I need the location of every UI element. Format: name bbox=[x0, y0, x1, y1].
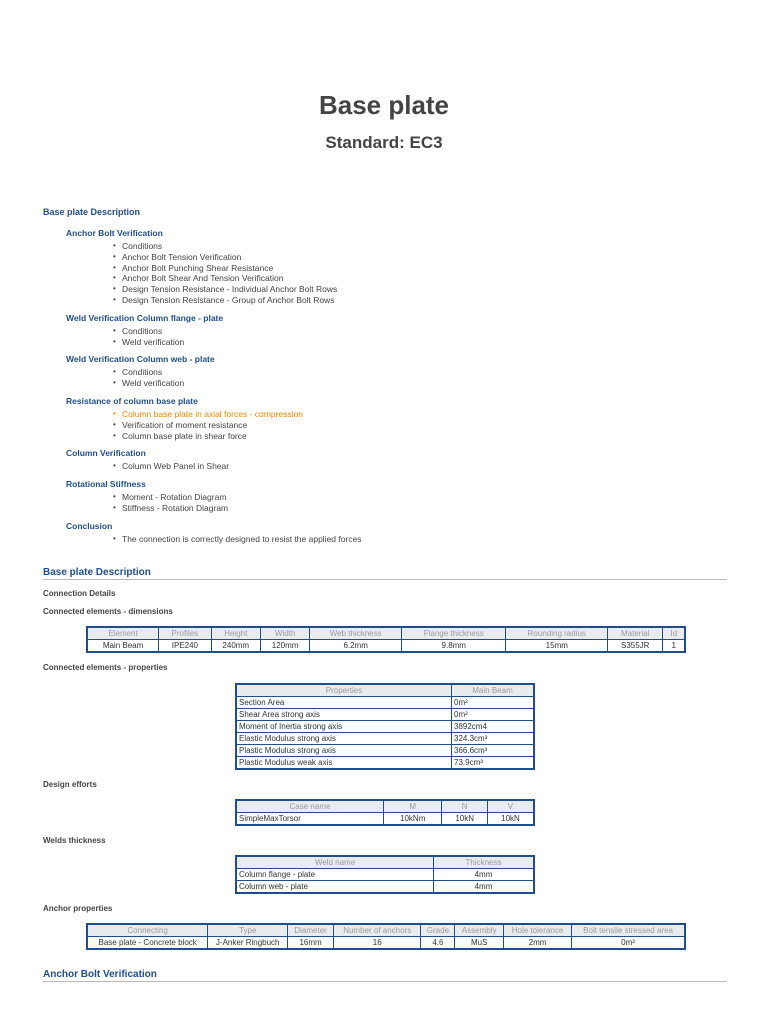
table-cell: Shear Area strong axis bbox=[236, 709, 452, 721]
table-row bbox=[236, 697, 534, 709]
toc-link-base-plate-description[interactable]: Base plate Description bbox=[43, 207, 141, 217]
table-cell: Plastic Modulus weak axis bbox=[236, 757, 452, 770]
table-cell: Column web - plate bbox=[236, 881, 434, 894]
toc-item[interactable]: • Design Tension Resistance - Group of Anchor Bolt Rows bbox=[122, 295, 733, 306]
table-cell: 3892cm4 bbox=[452, 721, 535, 733]
section-heading-base-plate-description: Base plate Description bbox=[43, 567, 727, 580]
table-cell: Section Area bbox=[236, 697, 452, 709]
table-cell: 324.3cm³ bbox=[452, 733, 535, 745]
table-cell: 1 bbox=[663, 640, 685, 653]
table-row bbox=[236, 733, 534, 745]
toc-group bbox=[66, 354, 733, 389]
table-cell: 240mm bbox=[211, 640, 260, 653]
table-cell: 366.6cm³ bbox=[452, 745, 535, 757]
column-header: Profiles bbox=[159, 627, 211, 640]
toc-item[interactable]: • Design Tension Resistance - Individual Anchor Bolt Rows bbox=[122, 284, 733, 295]
column-header: Rounding radius bbox=[506, 627, 608, 640]
table-cell: 0m² bbox=[452, 697, 535, 709]
toc-link-column-verification[interactable]: Column Verification bbox=[66, 448, 146, 459]
toc-item[interactable]: • Column Web Panel in Shear bbox=[122, 461, 733, 472]
table-cell: 16mm bbox=[288, 937, 334, 950]
table-row bbox=[236, 881, 534, 894]
table-cell: 0m² bbox=[572, 937, 685, 950]
column-header: N bbox=[442, 800, 488, 813]
table-cell: 10kN bbox=[487, 813, 534, 826]
table-cell: 10kN bbox=[442, 813, 488, 826]
table-header-row bbox=[236, 800, 534, 813]
table-cell: Elastic Modulus strong axis bbox=[236, 733, 452, 745]
column-header: V bbox=[487, 800, 534, 813]
toc-item[interactable]: • Anchor Bolt Shear And Tension Verification bbox=[122, 273, 733, 284]
table-row bbox=[87, 640, 685, 653]
welds-table bbox=[235, 855, 535, 894]
dimensions-heading: Connected elements - dimensions bbox=[43, 607, 173, 616]
properties-heading: Connected elements - properties bbox=[43, 663, 168, 672]
table-cell: 9.8mm bbox=[402, 640, 506, 653]
design-efforts-table bbox=[235, 799, 535, 826]
connection-details-heading: Connection Details bbox=[43, 589, 116, 598]
column-header: Material bbox=[608, 627, 663, 640]
table-header-row bbox=[87, 627, 685, 640]
table-row bbox=[236, 709, 534, 721]
toc-item[interactable]: • Moment - Rotation Diagram bbox=[122, 492, 733, 503]
column-header: Diameter bbox=[288, 924, 334, 937]
table-row bbox=[236, 813, 534, 826]
toc-item[interactable]: • Verification of moment resistance bbox=[122, 420, 733, 431]
toc-item[interactable]: • Conditions bbox=[122, 241, 733, 252]
table-cell: MuS bbox=[455, 937, 504, 950]
toc-group bbox=[66, 228, 733, 306]
toc-item[interactable]: • Weld verification bbox=[122, 378, 733, 389]
table-cell: 15mm bbox=[506, 640, 608, 653]
table-cell: S355JR bbox=[608, 640, 663, 653]
column-header: Grade bbox=[421, 924, 455, 937]
table-cell: 4mm bbox=[434, 881, 535, 894]
table-cell: 73.9cm³ bbox=[452, 757, 535, 770]
column-header: Case name bbox=[236, 800, 384, 813]
toc-group bbox=[66, 448, 733, 472]
table-cell: Plastic Modulus strong axis bbox=[236, 745, 452, 757]
table-of-contents bbox=[43, 207, 733, 552]
anchor-properties-table bbox=[86, 923, 686, 950]
table-cell: 4.6 bbox=[421, 937, 455, 950]
toc-link-weld-web[interactable]: Weld Verification Column web - plate bbox=[66, 354, 215, 365]
table-cell: 10kNm bbox=[384, 813, 442, 826]
table-row bbox=[236, 757, 534, 770]
dimensions-table bbox=[86, 626, 686, 653]
toc-item[interactable]: • Column base plate in shear force bbox=[122, 431, 733, 442]
table-cell: 2mm bbox=[503, 937, 571, 950]
table-cell: Moment of Inertia strong axis bbox=[236, 721, 452, 733]
section-heading-anchor-bolt-verification: Anchor Bolt Verification bbox=[43, 969, 727, 982]
table-cell: 0m² bbox=[452, 709, 535, 721]
column-header: Element bbox=[87, 627, 159, 640]
column-header: Type bbox=[208, 924, 288, 937]
table-row bbox=[236, 745, 534, 757]
column-header: Number of anchors bbox=[334, 924, 421, 937]
table-row bbox=[87, 937, 685, 950]
page-title: Base plate bbox=[318, 90, 450, 120]
toc-item-active[interactable]: • Column base plate in axial forces - compression bbox=[122, 409, 733, 420]
toc-link-conclusion[interactable]: Conclusion bbox=[66, 520, 113, 531]
column-header: Thickness bbox=[434, 856, 535, 869]
toc-item[interactable]: • Anchor Bolt Tension Verification bbox=[122, 252, 733, 263]
table-cell: J-Anker Ringbuch bbox=[208, 937, 288, 950]
table-cell: 16 bbox=[334, 937, 421, 950]
column-header: Web thickness bbox=[310, 627, 402, 640]
column-header: Connecting bbox=[87, 924, 208, 937]
toc-item[interactable]: • Anchor Bolt Punching Shear Resistance bbox=[122, 263, 733, 274]
toc-link-rotational-stiffness[interactable]: Rotational Stiffness bbox=[66, 479, 146, 490]
column-header: Weld name bbox=[236, 856, 434, 869]
column-header: M bbox=[384, 800, 442, 813]
toc-link-anchor-bolt-verification[interactable]: Anchor Bolt Verification bbox=[66, 228, 163, 238]
toc-item[interactable]: • Conditions bbox=[122, 326, 733, 337]
toc-item[interactable]: • Conditions bbox=[122, 367, 733, 378]
toc-item[interactable]: • The connection is correctly designed to resist the applied forces bbox=[122, 534, 733, 545]
table-cell: 120mm bbox=[260, 640, 309, 653]
table-cell: 4mm bbox=[434, 869, 535, 881]
column-header: Assembly bbox=[455, 924, 504, 937]
toc-item[interactable]: • Weld verification bbox=[122, 337, 733, 348]
table-header-row bbox=[87, 924, 685, 937]
table-cell: Main Beam bbox=[87, 640, 159, 653]
table-cell: IPE240 bbox=[159, 640, 211, 653]
design-efforts-heading: Design efforts bbox=[43, 780, 97, 789]
table-header-row bbox=[236, 856, 534, 869]
table-cell: 6.2mm bbox=[310, 640, 402, 653]
toc-link-resistance[interactable]: Resistance of column base plate bbox=[66, 395, 198, 406]
table-cell: Base plate - Concrete block bbox=[87, 937, 208, 950]
page-subtitle: Standard: EC3 bbox=[325, 133, 443, 152]
properties-table bbox=[235, 683, 535, 770]
toc-item[interactable]: • Stiffness - Rotation Diagram bbox=[122, 503, 733, 514]
table-row bbox=[236, 721, 534, 733]
welds-thickness-heading: Welds thickness bbox=[43, 836, 106, 845]
toc-group bbox=[66, 521, 733, 545]
column-header: Flange thickness bbox=[402, 627, 506, 640]
toc-group bbox=[66, 479, 733, 514]
toc-group bbox=[66, 396, 733, 441]
table-header-row bbox=[236, 684, 534, 697]
table-row bbox=[236, 869, 534, 881]
toc-link-weld-flange[interactable]: Weld Verification Column flange - plate bbox=[66, 312, 224, 323]
table-cell: Column flange - plate bbox=[236, 869, 434, 881]
column-header: Main Beam bbox=[452, 684, 535, 697]
column-header: Properties bbox=[236, 684, 452, 697]
column-header: Hole tolerance bbox=[503, 924, 571, 937]
column-header: Id bbox=[663, 627, 685, 640]
column-header: Bolt tensile stressed area bbox=[572, 924, 685, 937]
anchor-properties-heading: Anchor properties bbox=[43, 904, 113, 913]
column-header: Height bbox=[211, 627, 260, 640]
column-header: Width bbox=[260, 627, 309, 640]
table-cell: SimpleMaxTorsor bbox=[236, 813, 384, 826]
toc-group bbox=[66, 313, 733, 348]
